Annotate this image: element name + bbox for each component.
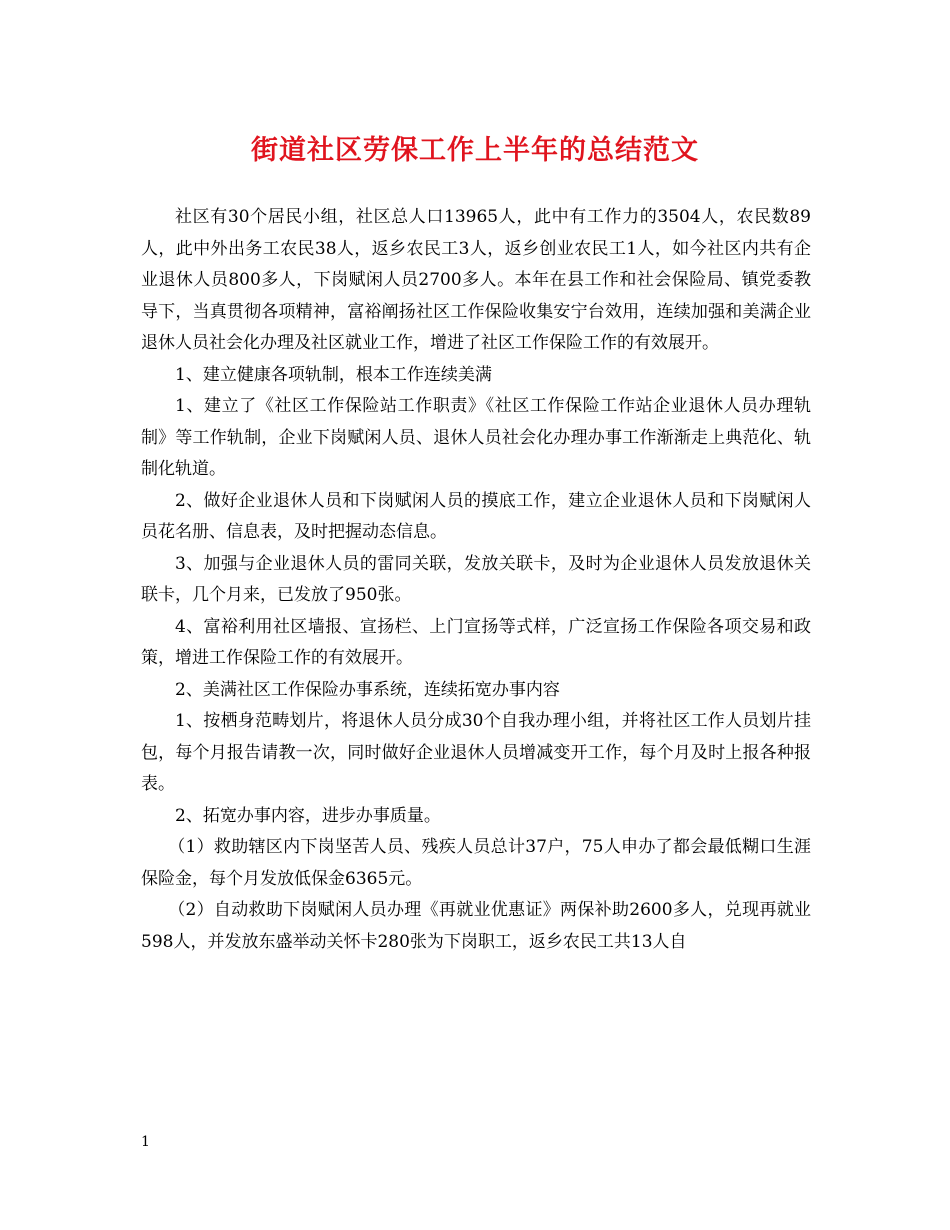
paragraph-item: 4、富裕利用社区墙报、宣扬栏、上门宣扬等式样，广泛宣扬工作保险各项交易和政策，增进工作保险工作的有效展开。 <box>141 616 811 668</box>
paragraph-subitem: （1）救助辖区内下岗坚苦人员、残疾人员总计37户，75人申办了都会最低糊口生涯保险金，每个月发放低保金6365元。 <box>141 837 811 889</box>
document-body <box>141 202 811 958</box>
page-title: 街道社区劳保工作上半年的总结范文 <box>251 135 699 166</box>
paragraph-subitem: （2）自动救助下岗赋闲人员办理《再就业优惠证》两保补助2600多人，兑现再就业598人，并发放东盛举动关怀卡280张为下岗职工，返乡农民工共13人自 <box>141 900 811 952</box>
paragraph-item: 3、加强与企业退休人员的雷同关联，发放关联卡，及时为企业退休人员发放退休关联卡，几个月来，已发放了950张。 <box>141 553 811 605</box>
section-heading-2: 2、美满社区工作保险办事系统，连续拓宽办事内容 <box>175 679 560 700</box>
section-heading-1: 1、建立健康各项轨制，根本工作连续美满 <box>175 364 492 385</box>
paragraph-intro: 社区有30个居民小组，社区总人口13965人，此中有工作力的3504人，农民数89人，此中外出务工农民38人，返乡农民工3人，返乡创业农民工1人，如今社区内共有企业退休人员800多人，下岗赋闲人员2700多人。本年在县工作和社会保险局、镇党委教导下，当真贯彻各项精神，富裕阐扬社区工作保险收集安宁台效用，连续加强和美满企业退休人员社会化办理及社区就业工作，增进了社区工作保险工作的有效展开。 <box>141 207 811 353</box>
paragraph-item: 1、按栖身范畴划片，将退休人员分成30个自我办理小组，并将社区工作人员划片挂包，每个月报告请教一次，同时做好企业退休人员增减变开工作，每个月及时上报各种报表。 <box>141 711 811 794</box>
paragraph-item: 1、建立了《社区工作保险站工作职责》《社区工作保险工作站企业退休人员办理轨制》等工作轨制，企业下岗赋闲人员、退休人员社会化办理办事工作渐渐走上典范化、轨制化轨道。 <box>141 396 811 479</box>
paragraph-item: 2、做好企业退休人员和下岗赋闲人员的摸底工作，建立企业退休人员和下岗赋闲人员花名册、信息表，及时把握动态信息。 <box>141 490 811 542</box>
page-number: 1 <box>141 1134 150 1150</box>
paragraph-item: 2、拓宽办事内容，进步办事质量。 <box>175 805 441 826</box>
